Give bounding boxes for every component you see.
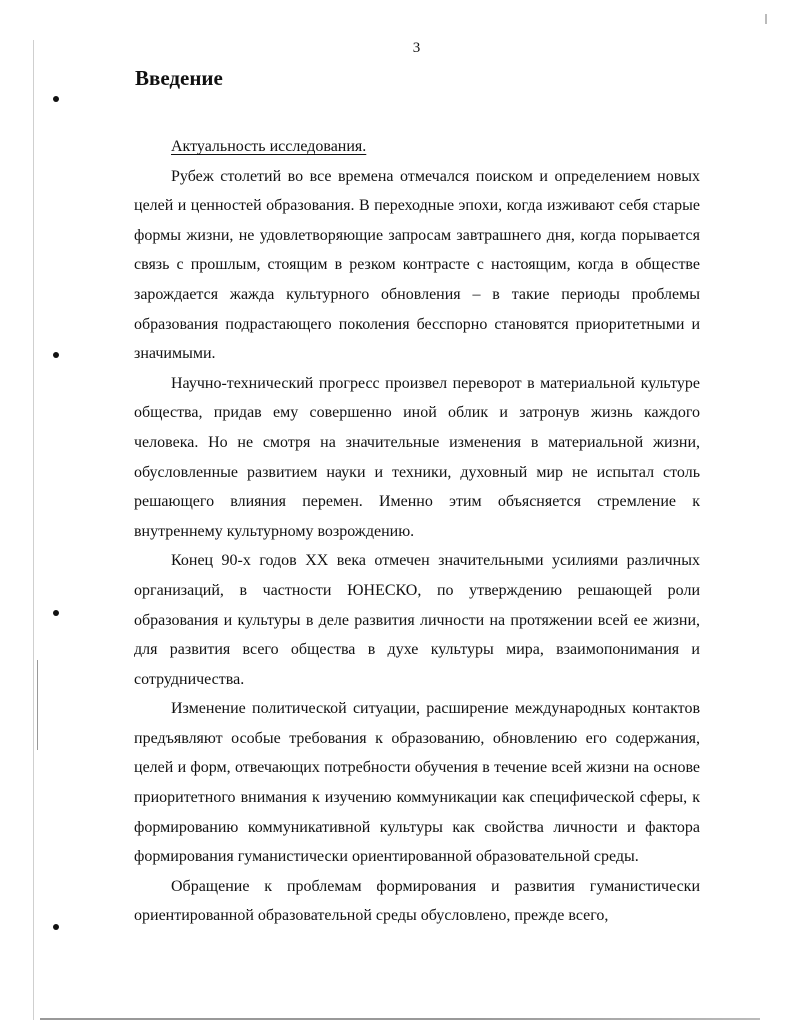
paragraph-5: Обращение к проблемам формирования и развития гуманистически ориентированной образовательной среды обусловлено, прежде всего,: [134, 877, 700, 925]
paragraph-3: Конец 90-х годов XX века отмечен значительными усилиями различных организаций, в частности ЮНЕСКО, по утверждению решающей роли образования и культуры в деле развития личности на протяжении всей ее жизни, для развития всего общества в духе культуры мира, взаимопонимания и сотрудничества.: [134, 552, 700, 688]
left-margin-mark: [37, 660, 38, 750]
page-heading: Введение: [135, 66, 223, 90]
binder-hole-dot: [53, 924, 59, 930]
corner-scan-mark: [765, 14, 767, 24]
binder-hole-dot: [53, 610, 59, 616]
paragraph-2: Научно-технический прогресс произвел переворот в материальной культуре общества, придав ему совершенно иной облик и затронув жизнь каждого человека. Но не смотря на значительные изменения в материальной жизни, обусловленные развитием науки и техники, духовный мир не испытал столь решающего влияния перемен. Именно этим объясняется стремление к внутреннему культурному возрождению.: [134, 374, 700, 540]
binder-hole-dot: [53, 352, 59, 358]
bottom-scan-line: [40, 1018, 760, 1020]
paragraph-4: Изменение политической ситуации, расширение международных контактов предъявляют особые требования к образованию, обновлению его содержания, целей и форм, отвечающих потребности обучения в течение всей жизни на основе приоритетного внимания к изучению коммуникации как специфической сферы, к формированию коммуникативной культуры как свойства личности и фактора формирования гуманистически ориентированной образовательной среды.: [134, 700, 700, 866]
binder-hole-dot: [53, 96, 59, 102]
section-subheading: Актуальность исследования.: [171, 138, 367, 155]
page-number: 3: [412, 40, 421, 56]
left-margin-line: [33, 40, 34, 1020]
paragraph-1: Рубеж столетий во все времена отмечался поиском и определением новых целей и ценностей образования. В переходные эпохи, когда изживают себя старые формы жизни, не удовлетворяющие запросам завтрашнего дня, когда порывается связь с прошлым, стоящим в резком контрасте с настоящим, когда в обществе зарождается жажда культурного обновления – в такие периоды проблемы образования подрастающего поколения бесспорно становятся приоритетными и значимыми.: [134, 167, 700, 363]
body-text: [134, 132, 700, 931]
